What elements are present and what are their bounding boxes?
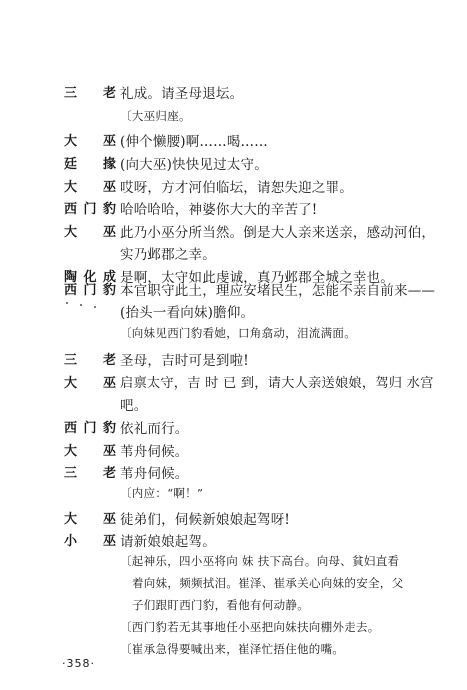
speech-text: 依礼而行。 bbox=[120, 421, 189, 437]
speaker-name: 三 老 bbox=[64, 466, 116, 481]
speaker-name: 大 巫 bbox=[64, 225, 116, 240]
speech-text: (向大巫)快快见过太守。 bbox=[120, 157, 268, 173]
stage-direction-text: 〔大巫归座。 bbox=[120, 109, 191, 123]
speech-text: 本官职守此土，理应安堵民生，怎能不亲自前来—— bbox=[120, 283, 436, 299]
speaker-name: 大 巫 bbox=[64, 180, 116, 195]
page-number: ·358· bbox=[62, 657, 95, 670]
speaker-name: 西门豹 bbox=[64, 283, 116, 298]
stage-direction-text: 〔崔承急得要喊出来，崔泽忙捂住他的嘴。 bbox=[120, 642, 345, 656]
speaker-name: 小 巫 bbox=[64, 534, 116, 549]
speech-text: 哎呀，方才河伯临坛，请恕失迎之罪。 bbox=[120, 180, 353, 196]
speech-text: 是啊，太守如此虔诚，真乃邺郡全城之幸也。 bbox=[120, 270, 394, 286]
speaker-name: 三 老 bbox=[64, 353, 116, 368]
speaker-name: 大 巫 bbox=[64, 134, 116, 149]
scan-speck bbox=[66, 302, 68, 304]
speaker-name: 大 巫 bbox=[64, 376, 116, 391]
stage-direction-text: 〔西门豹若无其事地任小巫把向妹扶向棚外走去。 bbox=[120, 620, 380, 634]
stage-direction-text: 〔内应：“啊！” bbox=[120, 486, 204, 500]
speech-text: 苇舟伺候。 bbox=[120, 444, 189, 460]
scan-speck bbox=[94, 306, 96, 308]
speech-continuation-text: (抬头一看向妹)膽仰。 bbox=[120, 305, 255, 321]
speech-text: 此乃小巫分所当然。倒是大人亲来送亲，感动河伯， bbox=[120, 225, 436, 241]
speech-text: 哈哈哈哈，神婆你大大的辛苦了! bbox=[120, 202, 318, 218]
scan-speck bbox=[80, 304, 82, 306]
speech-continuation-text: 吧。 bbox=[120, 398, 148, 414]
stage-direction-text: 〔起神乐，四小巫将向 妹 扶下高台。向母、貧妇直看 bbox=[120, 554, 400, 568]
speaker-name: 三 老 bbox=[64, 86, 116, 101]
speech-text: 苇舟伺候。 bbox=[120, 466, 189, 482]
speech-text: 启禀太守，吉 时 已 到，请大人亲送娘娘，驾归 水宫 bbox=[120, 376, 434, 391]
speaker-name: 廷 掾 bbox=[64, 157, 116, 172]
speaker-name: 大 巫 bbox=[64, 444, 116, 459]
stage-direction-text: 着向妹，频频拭泪。崔泽、崔承关心向妹的安全，父 bbox=[132, 576, 404, 590]
speech-text: 请新娘娘起驾。 bbox=[120, 534, 216, 550]
stage-direction-text: 子们跟盯西门豹，看他有何动静。 bbox=[132, 598, 309, 612]
speech-text: 圣母，吉时可是到啦! bbox=[120, 353, 249, 369]
speaker-name: 西门豹 bbox=[64, 421, 116, 436]
speech-continuation-text: 实乃邺郡之幸。 bbox=[120, 247, 216, 263]
stage-direction-text: 〔向妹见西门豹看她，口角翕动，泪流满面。 bbox=[120, 326, 356, 340]
speaker-name: 陶化成 bbox=[64, 270, 116, 285]
speaker-name: 大 巫 bbox=[64, 512, 116, 527]
speech-text: 徒弟们，伺候新娘娘起驾呀! bbox=[120, 512, 291, 528]
speech-text: (伸个懒腰)啊……喝…… bbox=[120, 134, 268, 150]
speaker-name: 西门豹 bbox=[64, 202, 116, 217]
speech-text: 礼成。请圣母退坛。 bbox=[120, 86, 244, 102]
